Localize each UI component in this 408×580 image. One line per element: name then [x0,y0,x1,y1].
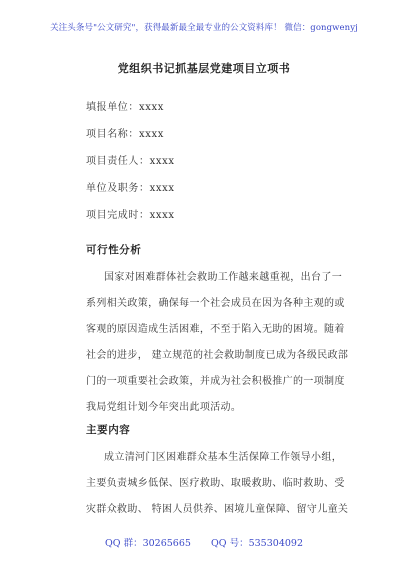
field-value: xxxx [139,129,164,140]
field-value: xxxx [149,156,175,167]
field-label: 填报单位： [86,102,139,113]
footer-contact [0,535,408,549]
field-label: 项目完成时： [86,210,150,221]
paragraph-line: 灾群众救助、 特困人员供养、困境儿童保障、留守儿童关 [86,504,349,515]
footer-qq-number: QQ 号：535304092 [211,538,303,549]
field-value: xxxx [149,183,175,194]
field-value: xxxx [149,210,175,221]
document-title: 党组织书记抓基层党建项目立项书 [117,62,291,75]
paragraph-line: 我局党组计划今年突出此项活动。 [86,402,242,413]
field-value: xxxx [139,102,164,113]
field-completion-time [86,206,175,221]
paragraph-line: 门的一项重要社会政策，并成为社会积极推广的一项制度 [86,376,345,387]
field-label: 项目名称： [86,129,139,140]
section-heading-main-content: 主要内容 [86,424,131,436]
field-unit-and-position [86,179,175,194]
field-reporting-unit [86,98,164,113]
paragraph-line: 成立清河门区困难群众基本生活保障工作领导小组， [104,452,343,463]
paragraph-line: 客观的原因造成生活困难，不至于陷入无助的困境。随着 [86,324,345,335]
header-banner: 关注头条号"公文研究"，获得最新最全最专业的公文资料库！ 微信：gongwenyj [50,23,358,33]
field-label: 单位及职务： [86,183,150,194]
footer-qq-group: QQ 群：30265665 [104,538,191,549]
paragraph-line: 系列相关政策，确保每一个社会成员在因为各种主观的或 [86,298,345,309]
field-project-name [86,125,164,140]
field-label: 项目责任人： [86,156,150,167]
paragraph-line: 国家对困难群体社会救助工作越来越重视，出台了一 [104,272,343,283]
field-project-leader [86,152,175,167]
section-heading-feasibility: 可行性分析 [86,244,142,256]
paragraph-line: 社会的进步， 建立规范的社会救助制度已成为各级民政部 [86,350,349,361]
paragraph-line: 主要负责城乡低保、医疗救助、取暖救助、临时救助、受 [86,478,345,489]
